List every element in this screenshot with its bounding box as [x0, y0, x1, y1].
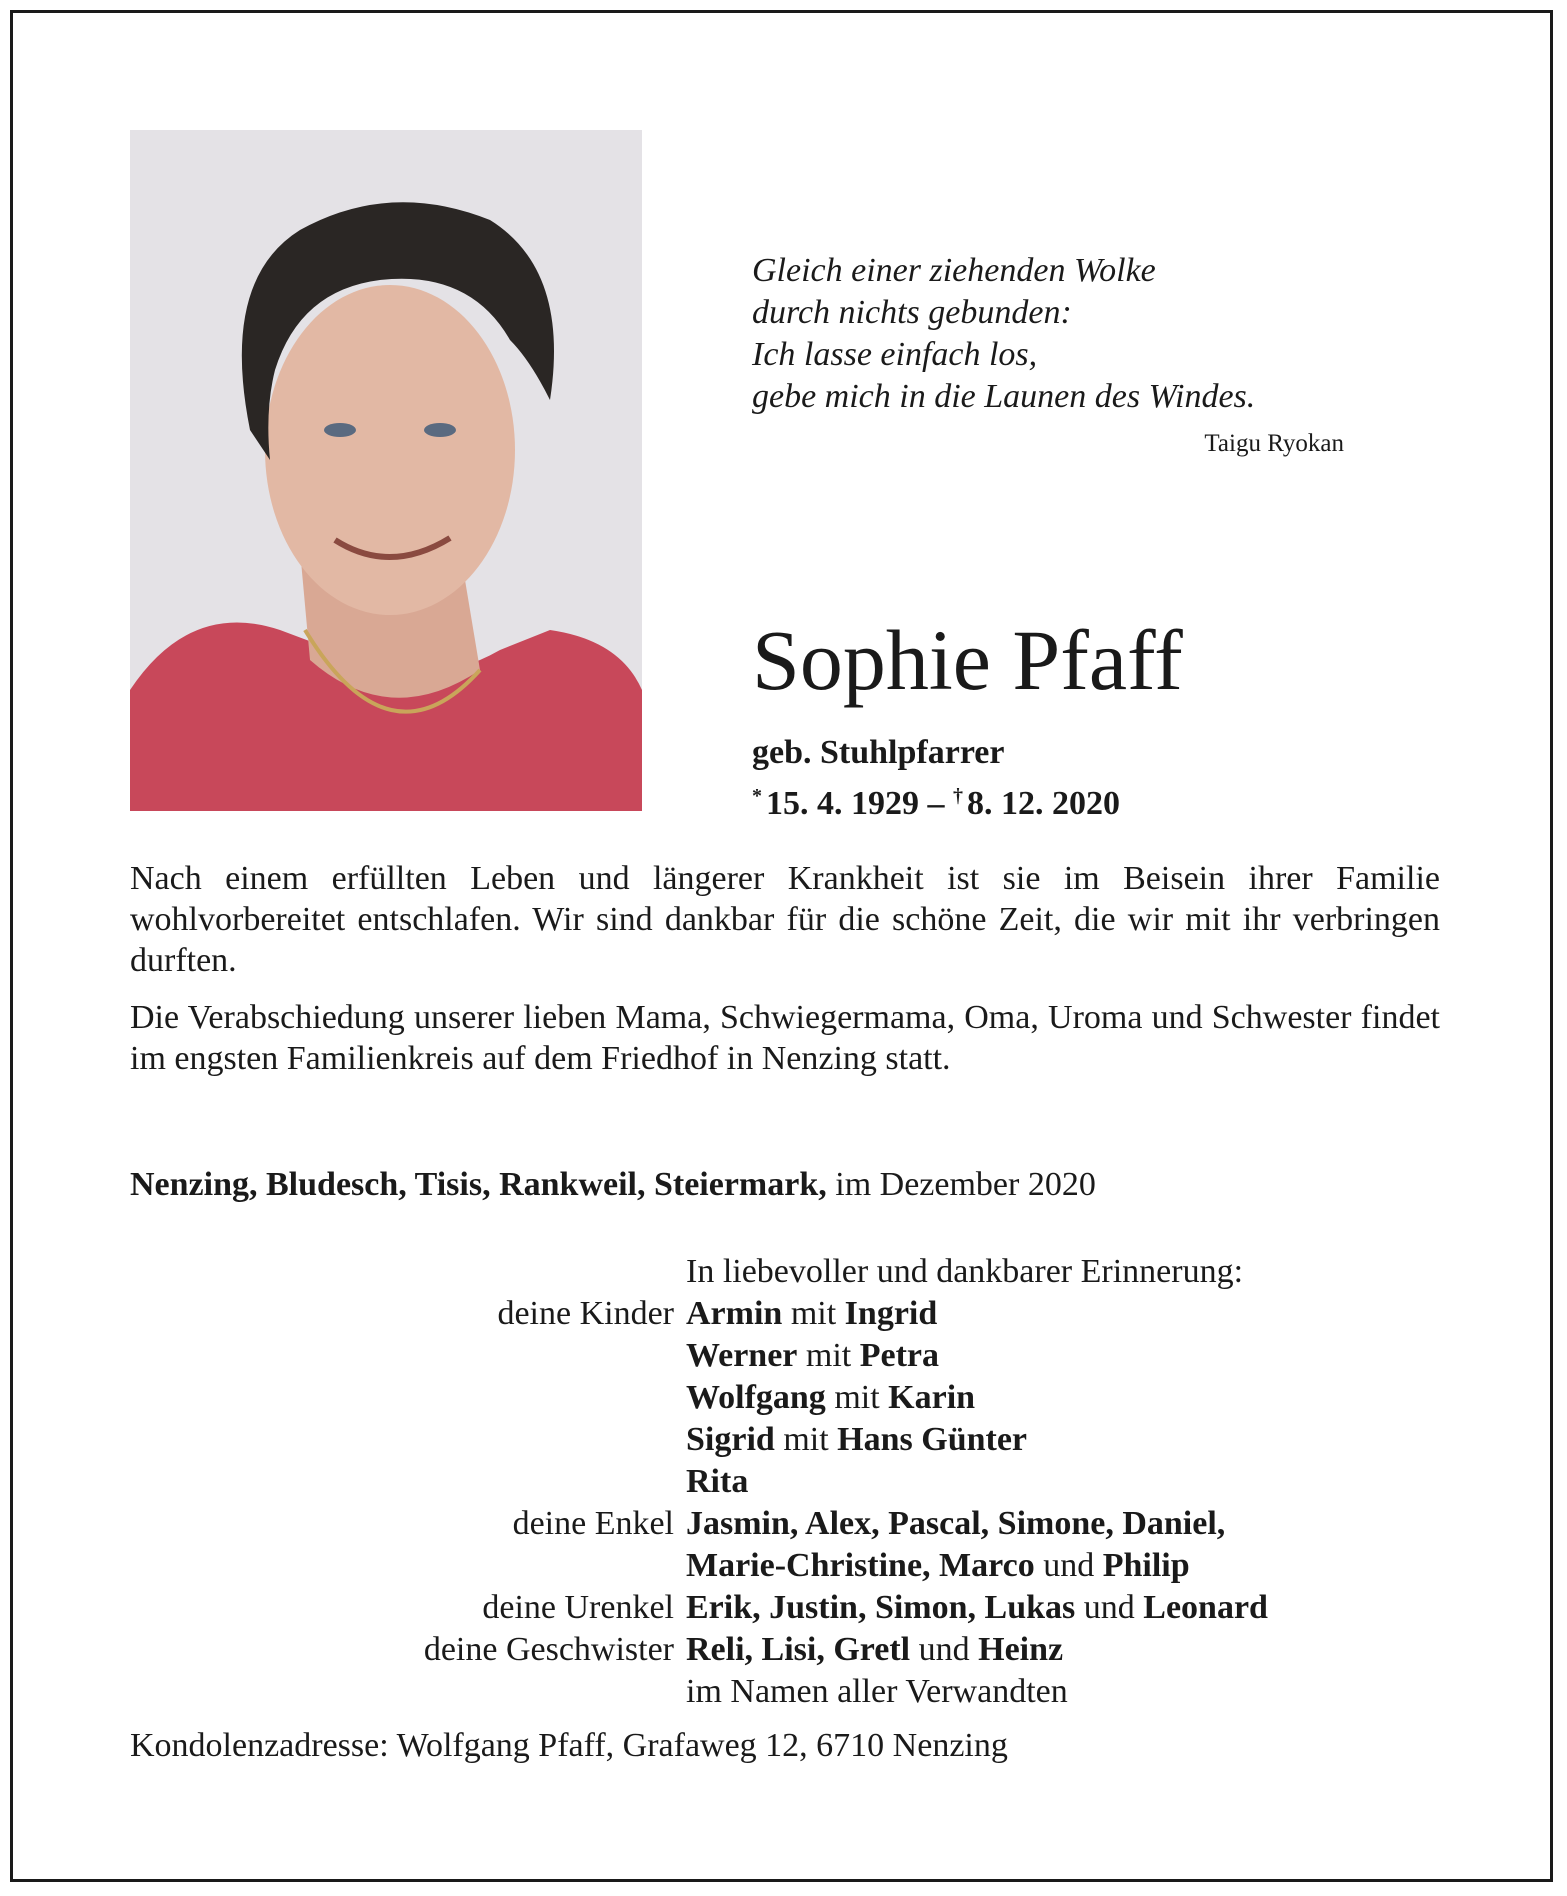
- enkel-names: Jasmin, Alex, Pascal, Simone, Daniel,: [686, 1505, 1226, 1542]
- family-row: [130, 1377, 1450, 1419]
- maiden-name: geb. Stuhlpfarrer: [752, 734, 1005, 771]
- farewell-paragraph: Die Verabschiedung unserer lieben Mama, Schwiegermama, Oma, Uroma und Schwester findet im engsten Familienkreis auf dem Friedhof in Nenzing statt.: [130, 999, 1440, 1077]
- condolence-address: Kondolenzadresse: Wolfgang Pfaff, Grafaweg 12, 6710 Nenzing: [130, 1727, 1008, 1764]
- places-list: Nenzing, Bludesch, Tisis, Rankweil, Steiermark,: [130, 1166, 827, 1203]
- family-row: [130, 1335, 1450, 1377]
- portrait-photo: [130, 130, 642, 811]
- deceased-name: Sophie Pfaff: [752, 612, 1183, 708]
- death-symbol: †: [953, 785, 963, 807]
- und-word: und: [1034, 1547, 1103, 1584]
- mit-word: mit: [825, 1379, 889, 1416]
- quote-line: Gleich einer ziehenden Wolke: [752, 252, 1156, 289]
- life-dates: [752, 775, 1120, 825]
- spouse-name: Karin: [888, 1379, 976, 1416]
- family-list: [130, 1251, 1450, 1713]
- enkel-names: Marie-Christine, Marco: [686, 1547, 1035, 1584]
- family-intro-row: [130, 1251, 1450, 1293]
- quote-line: durch nichts gebunden:: [752, 294, 1072, 331]
- portrait-icon: [130, 130, 642, 811]
- quote-line: Ich lasse einfach los,: [752, 336, 1038, 373]
- family-row: [130, 1461, 1450, 1503]
- family-intro: In liebevoller und dankbarer Erinnerung:: [686, 1253, 1244, 1290]
- date-dash: –: [919, 785, 953, 822]
- family-row: [130, 1671, 1450, 1713]
- mit-word: mit: [774, 1421, 838, 1458]
- child-name: Armin: [686, 1295, 783, 1332]
- quote-author: Taigu Ryokan: [1204, 430, 1344, 457]
- spouse-name: Hans Günter: [837, 1421, 1028, 1458]
- birth-symbol: *: [752, 785, 762, 807]
- urenkel-name: Leonard: [1143, 1589, 1268, 1626]
- family-row: [130, 1587, 1450, 1629]
- mit-word: mit: [782, 1295, 845, 1332]
- announcement-paragraph: Nach einem erfüllten Leben und längerer Krankheit ist sie im Beisein ihrer Familie wohlvorbereitet entschlafen. Wir sind dankbar für die schöne Zeit, die wir mit ihr verbringen durften.: [130, 860, 1440, 979]
- spouse-name: Ingrid: [844, 1295, 938, 1332]
- quote: [752, 250, 1352, 418]
- places-line: [130, 1164, 1096, 1206]
- kinder-label: deine Kinder: [497, 1295, 674, 1332]
- family-row: [130, 1503, 1450, 1545]
- urenkel-label: deine Urenkel: [482, 1589, 674, 1626]
- family-row: [130, 1545, 1450, 1587]
- und-word: und: [910, 1631, 979, 1668]
- family-closing: im Namen aller Verwandten: [686, 1673, 1068, 1710]
- urenkel-names: Erik, Justin, Simon, Lukas: [686, 1589, 1076, 1626]
- mit-word: mit: [797, 1337, 860, 1374]
- quote-line: gebe mich in die Launen des Windes.: [752, 378, 1256, 415]
- und-word: und: [1075, 1589, 1144, 1626]
- death-date: 8. 12. 2020: [967, 785, 1120, 822]
- birth-date: 15. 4. 1929: [766, 785, 919, 822]
- child-name: Werner: [686, 1337, 798, 1374]
- enkel-name: Philip: [1102, 1547, 1190, 1584]
- child-name: Wolfgang: [686, 1379, 826, 1416]
- geschwister-name: Heinz: [978, 1631, 1064, 1668]
- places-date: im Dezember 2020: [826, 1166, 1096, 1203]
- child-name: Sigrid: [686, 1421, 775, 1458]
- geschwister-label: deine Geschwister: [423, 1631, 674, 1668]
- family-row: [130, 1419, 1450, 1461]
- spouse-name: Petra: [859, 1337, 940, 1374]
- enkel-label: deine Enkel: [512, 1505, 674, 1542]
- family-row: [130, 1293, 1450, 1335]
- geschwister-names: Reli, Lisi, Gretl: [686, 1631, 911, 1668]
- family-row: [130, 1629, 1450, 1671]
- child-name: Rita: [686, 1463, 749, 1500]
